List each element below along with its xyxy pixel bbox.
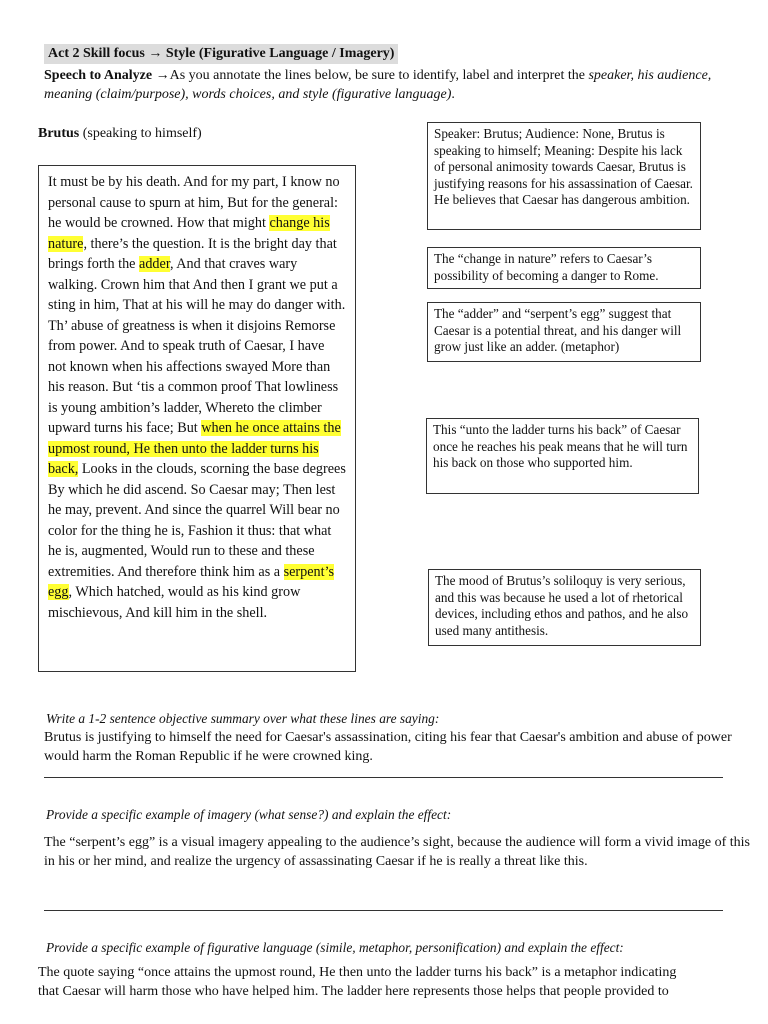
passage-text: , And that craves wary walking. Crown him that And then I grant we put a sting in him, That at his will he may do danger with. Th’ abuse of greatness is when it disjoins Remorse from power. And to speak truth of Caesar, I have not known when his affections swayed More than his reason. But ‘tis a common proof That lowliness is young ambition’s ladder, Whereto the climber upward turns his face; But	[48, 256, 346, 436]
divider	[44, 910, 723, 911]
annotation-note: The mood of Brutus’s soliloquy is very serious, and this was because he used a lot of rhetorical devices, including ethos and pathos, and he also used many antithesis.	[428, 569, 701, 646]
answer-text: The “serpent’s egg” is a visual imagery appealing to the audience’s sight, because the audience will form a vivid image of this in his or her mind, and realize the urgency of assassinating Caesar if he is really a threat like this.	[44, 835, 750, 869]
divider	[44, 777, 723, 778]
answer-text: The quote saying “once attains the upmost round, He then unto the ladder turns his back” is a metaphor indicating that Caesar will harm those who have helped him. The ladder here represents those helps that people provided to	[38, 965, 677, 999]
speech-label: Speech to Analyze →	[44, 68, 170, 83]
instructions-text: As you annotate the lines below, be sure to identify, label and interpret the	[169, 68, 589, 83]
instructions-end: .	[451, 87, 455, 102]
speaker-label	[38, 126, 202, 142]
question-prompt: Write a 1-2 sentence objective summary over what these lines are saying:	[46, 711, 440, 726]
passage-box	[38, 165, 356, 672]
question-prompt: Provide a specific example of figurative language (simile, metaphor, personification) and explain the effect:	[46, 940, 624, 955]
answer-text: Brutus is justifying to himself the need for Caesar's assassination, citing his fear that Caesar's ambition and abuse of power would harm the Roman Republic if he were crowned king.	[44, 730, 732, 764]
question-prompt: Provide a specific example of imagery (what sense?) and explain the effect:	[46, 807, 452, 822]
speaker-name: Brutus	[38, 126, 80, 141]
passage-text: , Which hatched, would as his kind grow mischievous, And kill him in the shell.	[48, 584, 301, 621]
passage-text: It must be by his death. And for my part, I know no personal cause to spurn at him, But for the general: he would be crowned. How that might	[48, 174, 340, 231]
annotation-note: Speaker: Brutus; Audience: None, Brutus is speaking to himself; Meaning: Despite his lack of personal animosity towards Caesar, Brutus is justifying reasons for his assassination of Caesar. He believes that Caesar has dangerous ambition.	[427, 122, 701, 230]
highlight-serpents-egg: serpent’s egg	[48, 563, 335, 600]
annotation-note: This “unto the ladder turns his back” of Caesar once he reaches his peak means that he will turn his back on those who supported him.	[426, 418, 699, 494]
speaker-note: (speaking to himself)	[79, 126, 202, 141]
annotation-note: The “change in nature” refers to Caesar’s possibility of becoming a danger to Rome.	[427, 247, 701, 289]
highlight-adder: adder	[139, 256, 170, 272]
passage-text: Looks in the clouds, scorning the base degrees By which he did ascend. So Caesar may; Then lest he may, prevent. And since the quarrel Will bear no color for the thing he is, Fashion it thus: that what he is, augmented, Would run to these and these extremities. And therefore think him as a	[48, 461, 346, 580]
passage-text: , there’s the question. It is the bright day that brings forth the	[48, 235, 337, 272]
instructions	[44, 66, 734, 104]
highlight-change-his-nature: change his nature	[48, 215, 330, 252]
instructions-italic: speaker, his audience, meaning (claim/purpose), words choices, and style (figurative language)	[44, 68, 712, 102]
section-banner: Act 2 Skill focus → Style (Figurative Language / Imagery)	[44, 44, 398, 64]
annotation-note: The “adder” and “serpent’s egg” suggest that Caesar is a potential threat, and his danger will grow just like an adder. (metaphor)	[427, 302, 701, 362]
highlight-ladder: when he once attains the upmost round, He then unto the ladder turns his back,	[48, 420, 341, 477]
